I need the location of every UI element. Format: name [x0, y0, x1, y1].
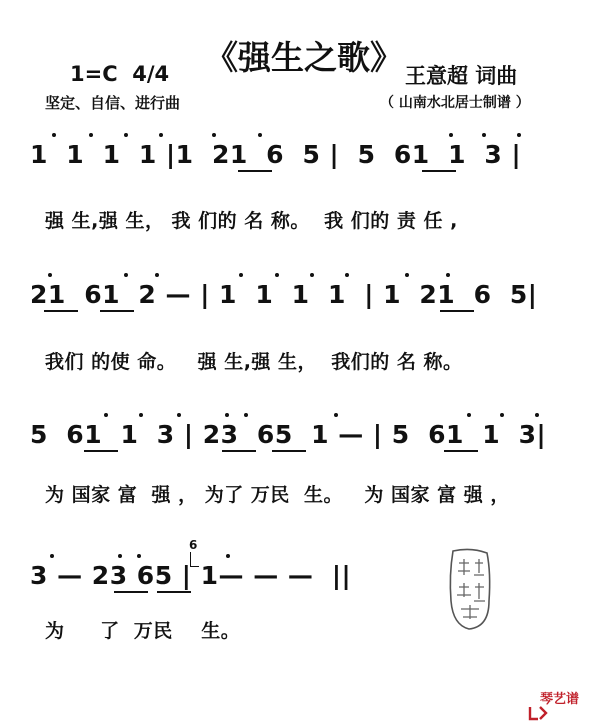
- octave-dot: [535, 413, 539, 417]
- octave-dot: [334, 413, 338, 417]
- author-credit: 王意超 词曲: [405, 64, 518, 88]
- lyric-line-3: 为 国家 富 强 ， 为了 万民 生。 为 国家 富 强 ，: [45, 484, 510, 506]
- eighth-underline: [238, 170, 272, 172]
- octave-dot: [225, 413, 229, 417]
- eighth-underline: [222, 450, 256, 452]
- octave-dot: [482, 133, 486, 137]
- octave-dot: [500, 413, 504, 417]
- eighth-underline: [114, 591, 148, 593]
- octave-dot: [449, 133, 453, 137]
- octave-dot: [155, 273, 159, 277]
- octave-dot: [177, 413, 181, 417]
- eighth-underline: [100, 310, 134, 312]
- octave-dot: [239, 273, 243, 277]
- score-title: 《强生之歌》: [205, 38, 403, 77]
- octave-dot: [467, 413, 471, 417]
- octave-dot: [104, 413, 108, 417]
- lyric-line-1: 强 生,强 生， 我 们的 名 称。 我 们的 责 任 ,: [45, 210, 458, 232]
- lyric-line-2: 我们 的使 命。 强 生,强 生， 我们的 名 称。: [45, 351, 463, 373]
- octave-dot: [50, 554, 54, 558]
- grace-note-stem: [190, 552, 199, 567]
- octave-dot: [275, 273, 279, 277]
- tempo-marking: 坚定、自信、进行曲: [45, 94, 181, 112]
- eighth-underline: [157, 591, 191, 593]
- octave-dot: [48, 273, 52, 277]
- octave-dot: [89, 133, 93, 137]
- octave-dot: [118, 554, 122, 558]
- lyric-line-4: 为 了 万民 生。: [45, 620, 241, 642]
- notation-line-4: 3 — 23 65 | 1— — — ||: [30, 561, 352, 590]
- key-signature: 1=C 4/4: [70, 62, 170, 86]
- octave-dot: [139, 413, 143, 417]
- octave-dot: [52, 133, 56, 137]
- octave-dot: [446, 273, 450, 277]
- notation-line-3: 5 61 1 3 | 23 65 1 — | 5 61 1 3|: [30, 420, 547, 449]
- octave-dot: [244, 413, 248, 417]
- notation-line-2: 21 61 2 — | 1 1 1 1 | 1 21 6 5|: [30, 280, 538, 309]
- grace-note: 6: [189, 538, 198, 552]
- eighth-underline: [44, 310, 78, 312]
- source-note: （ 山南水北居士制谱 ）: [380, 95, 530, 111]
- seal-stamp: [445, 545, 495, 633]
- octave-dot: [212, 133, 216, 137]
- eighth-underline: [444, 450, 478, 452]
- octave-dot: [137, 554, 141, 558]
- watermark-brand: 琴艺谱: [540, 692, 580, 707]
- octave-dot: [345, 273, 349, 277]
- octave-dot: [124, 133, 128, 137]
- eighth-underline: [422, 170, 456, 172]
- octave-dot: [258, 133, 262, 137]
- octave-dot: [124, 273, 128, 277]
- octave-dot: [159, 133, 163, 137]
- octave-dot: [517, 133, 521, 137]
- eighth-underline: [440, 310, 474, 312]
- eighth-underline: [272, 450, 306, 452]
- notation-line-1: 1 1 1 1 |1 21 6 5 | 5 61 1 3 |: [30, 140, 522, 169]
- octave-dot: [310, 273, 314, 277]
- octave-dot: [226, 554, 230, 558]
- eighth-underline: [84, 450, 118, 452]
- octave-dot: [405, 273, 409, 277]
